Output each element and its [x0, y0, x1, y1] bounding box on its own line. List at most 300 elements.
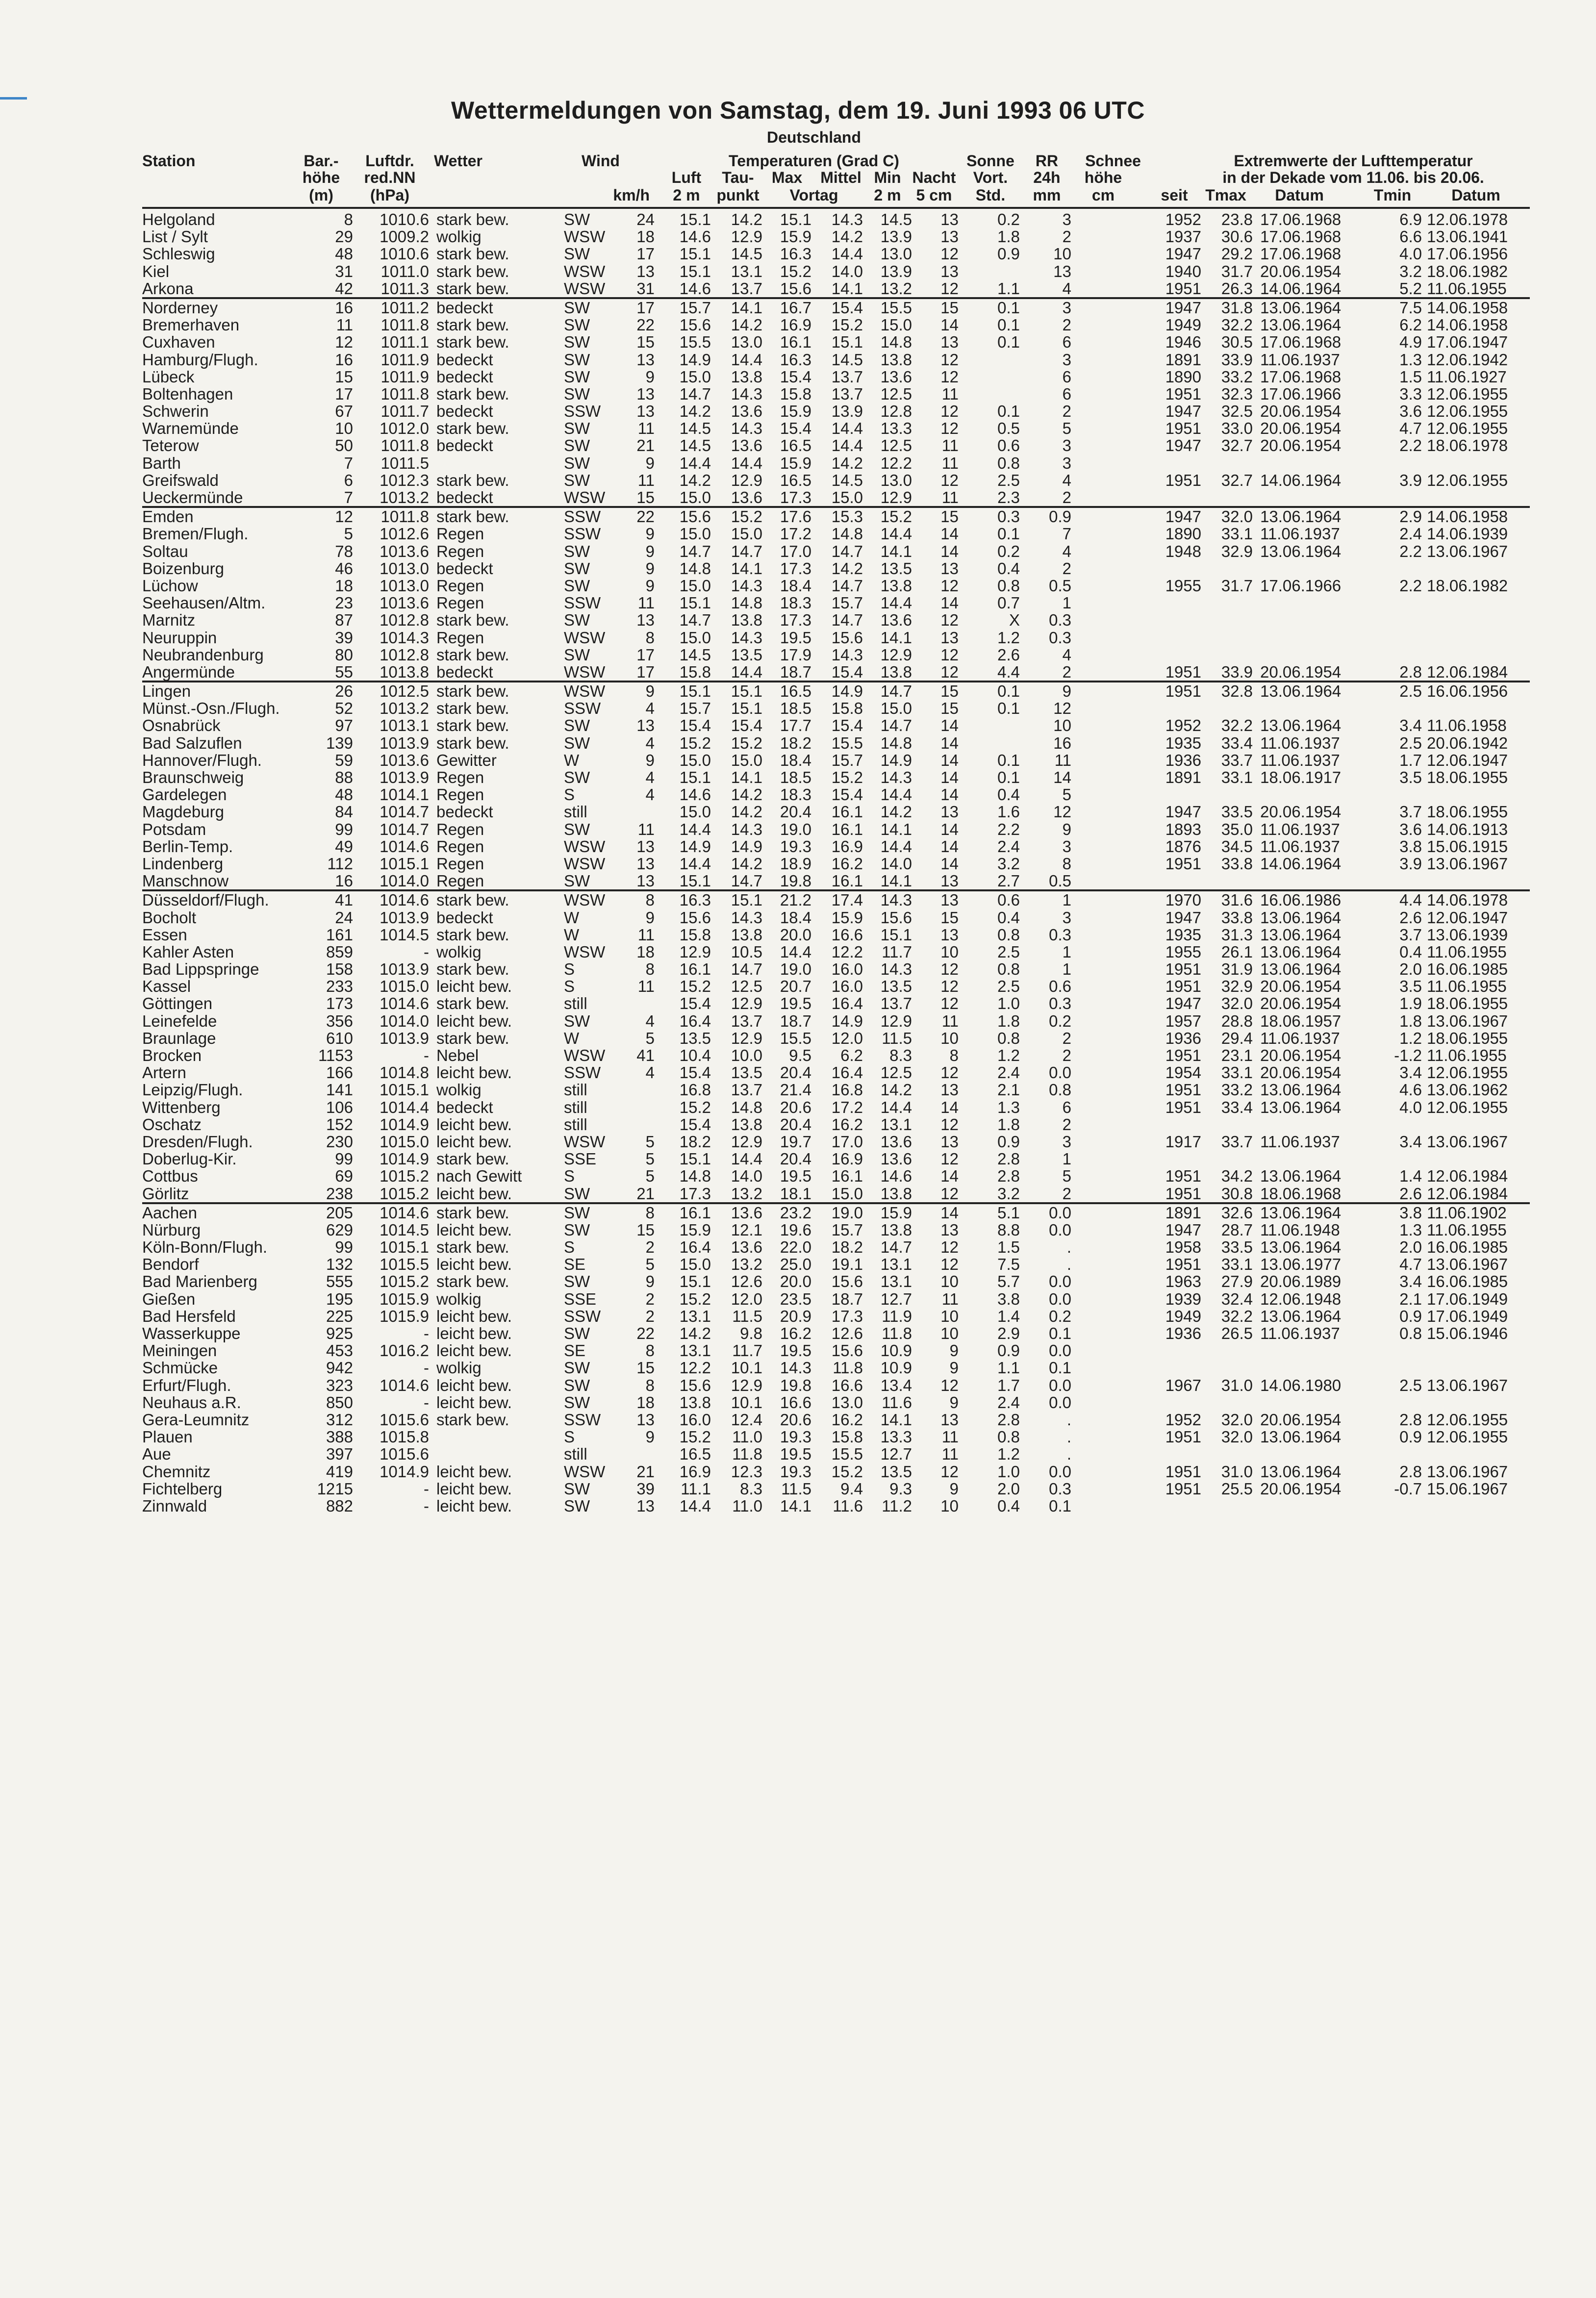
cell-rr-24h: 0.0: [1049, 1203, 1071, 1222]
cell-mittel-vortag: 14.9: [831, 682, 863, 701]
cell-wind-richtung: SW: [564, 1220, 590, 1239]
cell-mittel-vortag: 16.4: [831, 994, 863, 1013]
cell-nacht-5cm: 10: [940, 942, 959, 961]
cell-luft: 14.6: [679, 279, 711, 298]
cell-rr-24h: 11: [1054, 751, 1071, 769]
table-row: [142, 663, 1530, 681]
cell-tmax-datum: 20.06.1954: [1260, 994, 1342, 1013]
cell-luftdruck: 1013.0: [380, 559, 429, 578]
header-5cm: 5 cm: [916, 186, 952, 204]
cell-taupunkt: 12.6: [731, 1272, 762, 1291]
cell-wetter: leicht bew.: [436, 1393, 512, 1412]
cell-luftdruck: 1014.6: [380, 837, 429, 856]
cell-wind-kmh: 8: [645, 960, 655, 979]
cell-tmax-datum: 13.06.1977: [1260, 1255, 1342, 1274]
cell-tmin: 2.4: [1399, 525, 1422, 543]
cell-min-2m: 11.5: [882, 1029, 912, 1047]
table-row: [142, 734, 1530, 752]
cell-tmax: 33.4: [1221, 733, 1253, 752]
cell-min-2m: 13.8: [880, 1184, 912, 1203]
cell-wind-richtung: SW: [564, 333, 590, 352]
cell-luft: 14.7: [679, 384, 711, 403]
cell-luft: 14.2: [679, 471, 711, 489]
cell-mittel-vortag: 17.3: [831, 1307, 863, 1325]
cell-luftdruck: 1013.9: [380, 733, 429, 752]
cell-luftdruck: 1013.1: [380, 716, 429, 735]
cell-station: Hamburg/Flugh.: [142, 350, 258, 369]
cell-max-vortag: 20.4: [780, 1150, 811, 1168]
cell-wind-richtung: SW: [564, 454, 590, 472]
cell-luftdruck: -: [424, 1496, 429, 1515]
cell-tmax: 33.1: [1221, 1063, 1253, 1082]
cell-tmin-datum: 11.06.1958: [1427, 716, 1507, 735]
cell-luft: 16.0: [679, 1410, 711, 1429]
cell-tmax: 26.3: [1221, 279, 1253, 298]
cell-tmax: 32.0: [1221, 507, 1253, 526]
cell-max-vortag: 15.8: [780, 384, 811, 403]
cell-rr-24h: 0.0: [1049, 1272, 1071, 1291]
cell-mittel-vortag: 15.4: [831, 785, 863, 804]
cell-wetter: bedeckt: [436, 298, 493, 317]
cell-wetter: bedeckt: [436, 402, 493, 421]
cell-tmin: 2.5: [1399, 733, 1422, 752]
cell-tmax: 29.2: [1221, 245, 1253, 263]
cell-taupunkt: 14.2: [731, 316, 762, 334]
cell-station: Boltenhagen: [142, 384, 233, 403]
cell-tmin: 3.4: [1399, 716, 1422, 735]
cell-mittel-vortag: 18.2: [831, 1238, 863, 1257]
cell-max-vortag: 17.6: [780, 507, 811, 526]
cell-max-vortag: 15.1: [780, 210, 811, 228]
cell-luft: 16.1: [679, 1203, 711, 1222]
cell-station: Lindenberg: [142, 854, 224, 873]
cell-extrem-seit: 1951: [1165, 1046, 1201, 1064]
cell-station: Bad Lippspringe: [142, 960, 259, 979]
cell-tmax: 32.0: [1221, 1428, 1253, 1446]
cell-wetter: leicht bew.: [436, 977, 512, 996]
cell-mittel-vortag: 13.7: [831, 384, 863, 403]
cell-luft: 14.8: [679, 1167, 711, 1186]
cell-mittel-vortag: 15.6: [831, 628, 863, 647]
cell-wetter: Regen: [436, 628, 484, 647]
cell-taupunkt: 13.2: [731, 1255, 762, 1274]
cell-mittel-vortag: 15.1: [831, 333, 863, 352]
cell-tmin: 2.9: [1399, 507, 1422, 526]
header-tmax: Tmax: [1205, 186, 1246, 204]
cell-tmin-datum: 11.06.1955: [1427, 1220, 1507, 1239]
cell-extrem-seit: 1958: [1165, 1238, 1201, 1257]
cell-extrem-seit: 1946: [1165, 333, 1201, 352]
cell-wind-richtung: SSW: [564, 1307, 601, 1325]
cell-wind-richtung: still: [564, 1081, 587, 1099]
cell-mittel-vortag: 12.6: [831, 1324, 863, 1342]
cell-luft: 15.2: [679, 733, 711, 752]
cell-wind-richtung: SW: [564, 559, 590, 578]
cell-mittel-vortag: 16.0: [831, 960, 863, 979]
cell-wind-kmh: 13: [636, 872, 655, 890]
cell-wetter: stark bew.: [436, 682, 509, 701]
cell-max-vortag: 15.4: [780, 367, 811, 386]
cell-luftdruck: 1013.9: [380, 908, 429, 927]
cell-hoehe: 12: [335, 507, 353, 526]
cell-luft: 10.4: [679, 1046, 711, 1064]
cell-rr-24h: .: [1066, 1410, 1071, 1429]
cell-luftdruck: 1014.7: [380, 803, 429, 821]
header-luft: Luft: [671, 169, 702, 186]
cell-nacht-5cm: 13: [940, 262, 959, 280]
cell-min-2m: 14.4: [880, 785, 912, 804]
cell-luft: 16.8: [679, 1081, 711, 1099]
cell-wind-kmh: 11: [637, 471, 655, 489]
cell-hoehe: 15: [335, 367, 353, 386]
cell-taupunkt: 14.2: [731, 803, 762, 821]
cell-tmax: 31.0: [1221, 1462, 1253, 1481]
cell-nacht-5cm: 13: [940, 803, 959, 821]
cell-sonne: 0.9: [997, 1132, 1020, 1151]
cell-max-vortag: 16.9: [780, 316, 811, 334]
cell-tmax-datum: 20.06.1954: [1260, 436, 1342, 455]
cell-tmax-datum: 13.06.1964: [1260, 1203, 1342, 1222]
table-row: [142, 316, 1530, 333]
cell-tmax-datum: 17.06.1968: [1260, 333, 1342, 352]
header-vort: Vort.: [973, 169, 1008, 186]
table-row: [142, 420, 1530, 437]
cell-sonne: 0.2: [997, 542, 1020, 560]
cell-tmax: 33.1: [1221, 525, 1253, 543]
cell-sonne: 1.8: [997, 227, 1020, 246]
cell-sonne: 2.2: [997, 820, 1020, 838]
cell-nacht-5cm: 12: [940, 1238, 959, 1257]
cell-nacht-5cm: 13: [940, 891, 959, 909]
cell-extrem-seit: 1954: [1165, 1063, 1201, 1082]
cell-mittel-vortag: 16.4: [831, 1063, 863, 1082]
cell-taupunkt: 13.6: [731, 1203, 762, 1222]
cell-hoehe: 16: [335, 298, 353, 317]
cell-wind-richtung: SSW: [564, 1063, 601, 1082]
cell-tmax-datum: 20.06.1954: [1260, 1479, 1342, 1498]
table-row: [142, 385, 1530, 403]
cell-tmax: 23.8: [1221, 210, 1253, 228]
cell-max-vortag: 14.4: [780, 942, 811, 961]
cell-tmax-datum: 20.06.1954: [1260, 402, 1342, 421]
cell-tmin: 1.5: [1399, 367, 1422, 386]
cell-extrem-seit: 1935: [1165, 925, 1201, 944]
cell-nacht-5cm: 11: [941, 1428, 959, 1446]
cell-hoehe: 859: [326, 942, 353, 961]
cell-max-vortag: 19.3: [780, 837, 811, 856]
cell-nacht-5cm: 9: [949, 1341, 959, 1360]
cell-rr-24h: 16: [1053, 733, 1071, 752]
cell-nacht-5cm: 14: [940, 1098, 959, 1116]
cell-wind-richtung: still: [564, 994, 587, 1013]
cell-nacht-5cm: 11: [941, 488, 959, 506]
cell-tmin-datum: 20.06.1942: [1427, 733, 1508, 752]
cell-max-vortag: 15.9: [780, 454, 811, 472]
cell-luft: 15.9: [679, 1220, 711, 1239]
cell-sonne: 1.0: [997, 994, 1020, 1013]
cell-min-2m: 14.4: [880, 525, 912, 543]
cell-tmax: 32.8: [1221, 682, 1253, 701]
cell-luftdruck: 1012.0: [380, 419, 429, 438]
cell-extrem-seit: 1952: [1165, 716, 1201, 735]
cell-wind-richtung: WSW: [564, 1046, 606, 1064]
cell-tmin-datum: 17.06.1949: [1427, 1307, 1508, 1325]
header-m: (m): [309, 186, 333, 204]
table-row: [142, 700, 1530, 717]
header-cm: cm: [1091, 186, 1115, 204]
cell-max-vortag: 9.5: [789, 1046, 811, 1064]
cell-wetter: stark bew.: [436, 611, 509, 630]
cell-taupunkt: 13.1: [731, 262, 762, 280]
cell-nacht-5cm: 15: [940, 507, 959, 526]
cell-hoehe: 59: [335, 751, 353, 769]
cell-wetter: bedeckt: [436, 803, 493, 821]
cell-wind-kmh: 11: [637, 977, 655, 996]
cell-tmax-datum: 14.06.1964: [1260, 471, 1342, 489]
header-datum: Datum: [1275, 186, 1324, 204]
cell-hoehe: 41: [335, 891, 353, 909]
cell-nacht-5cm: 9: [949, 1359, 959, 1377]
cell-wetter: Regen: [436, 525, 484, 543]
cell-tmin: 6.6: [1399, 227, 1422, 246]
cell-wetter: leicht bew.: [436, 1115, 512, 1134]
cell-sonne: 0.8: [997, 576, 1020, 595]
cell-rr-24h: 2: [1062, 1115, 1071, 1134]
table-row: [142, 1133, 1530, 1150]
cell-taupunkt: 13.6: [731, 402, 762, 421]
cell-tmin-datum: 18.06.1955: [1427, 1029, 1508, 1047]
cell-tmax-datum: 11.06.1937: [1260, 350, 1340, 369]
cell-station: Aachen: [142, 1203, 197, 1222]
cell-extrem-seit: 1949: [1165, 316, 1201, 334]
cell-station: Helgoland: [142, 210, 215, 228]
cell-tmax: 26.5: [1221, 1324, 1253, 1342]
cell-hoehe: 195: [326, 1289, 353, 1308]
cell-wind-richtung: WSW: [564, 891, 606, 909]
cell-luftdruck: 1011.0: [380, 262, 429, 280]
cell-wetter: stark bew.: [436, 471, 509, 489]
cell-rr-24h: 3: [1062, 908, 1071, 927]
cell-tmin: 0.4: [1399, 942, 1422, 961]
cell-min-2m: 13.5: [880, 977, 912, 996]
cell-rr-24h: 0.2: [1049, 1307, 1071, 1325]
cell-luft: 14.7: [679, 542, 711, 560]
cell-max-vortag: 17.9: [780, 645, 811, 664]
cell-tmin-datum: 14.06.1978: [1427, 891, 1508, 909]
cell-nacht-5cm: 12: [940, 1462, 959, 1481]
cell-station: Berlin-Temp.: [142, 837, 233, 856]
cell-sonne: 5.1: [997, 1203, 1020, 1222]
cell-luftdruck: 1014.1: [380, 785, 429, 804]
cell-nacht-5cm: 14: [940, 733, 959, 752]
cell-tmin: 4.7: [1399, 419, 1422, 438]
cell-extrem-seit: 1949: [1165, 1307, 1201, 1325]
cell-luft: 14.2: [679, 1324, 711, 1342]
cell-tmin-datum: 17.06.1949: [1427, 1289, 1508, 1308]
cell-min-2m: 14.6: [880, 1167, 912, 1186]
cell-wind-kmh: 9: [645, 525, 655, 543]
cell-wind-kmh: 11: [637, 820, 655, 838]
cell-hoehe: 356: [326, 1011, 353, 1030]
cell-rr-24h: 0.3: [1049, 1479, 1071, 1498]
cell-luftdruck: 1011.5: [380, 454, 429, 472]
table-row: [142, 299, 1530, 316]
cell-wetter: Regen: [436, 594, 484, 612]
cell-mittel-vortag: 14.5: [831, 471, 863, 489]
cell-taupunkt: 13.6: [731, 436, 762, 455]
cell-tmin: 5.2: [1399, 279, 1422, 298]
cell-tmax: 33.1: [1221, 1255, 1253, 1274]
cell-nacht-5cm: 14: [940, 716, 959, 735]
cell-taupunkt: 12.5: [731, 977, 762, 996]
cell-extrem-seit: 1951: [1165, 1479, 1201, 1498]
cell-wind-richtung: S: [564, 977, 575, 996]
cell-extrem-seit: 1951: [1165, 1098, 1201, 1116]
cell-wind-richtung: SW: [564, 1359, 590, 1377]
cell-taupunkt: 12.0: [731, 1289, 762, 1308]
cell-min-2m: 13.7: [880, 994, 912, 1013]
cell-luftdruck: 1014.5: [380, 1220, 429, 1239]
cell-min-2m: 14.1: [880, 628, 912, 647]
cell-rr-24h: 0.9: [1049, 507, 1071, 526]
station-group: [142, 1202, 1530, 1515]
cell-tmin-datum: 12.06.1955: [1427, 402, 1508, 421]
cell-extrem-seit: 1951: [1165, 1081, 1201, 1099]
cell-wind-kmh: 5: [645, 1132, 655, 1151]
table-row: [142, 1428, 1530, 1445]
cell-sonne: 0.9: [997, 245, 1020, 263]
cell-station: Seehausen/Altm.: [142, 594, 266, 612]
cell-tmax-datum: 13.06.1964: [1260, 1238, 1342, 1257]
cell-tmax-datum: 13.06.1964: [1260, 716, 1342, 735]
cell-extrem-seit: 1947: [1165, 436, 1201, 455]
cell-mittel-vortag: 14.4: [831, 419, 863, 438]
cell-hoehe: 18: [335, 576, 353, 595]
cell-tmin: 3.8: [1399, 1203, 1422, 1222]
table-row: [142, 1167, 1530, 1185]
cell-tmax: 30.6: [1221, 227, 1253, 246]
cell-luft: 16.3: [679, 891, 711, 909]
cell-luftdruck: 1011.9: [380, 367, 429, 386]
cell-wind-kmh: 15: [636, 1220, 655, 1239]
cell-taupunkt: 14.1: [731, 768, 762, 786]
cell-tmax: 33.9: [1221, 350, 1253, 369]
cell-hoehe: 26: [335, 682, 353, 701]
cell-luft: 15.5: [679, 333, 711, 352]
table-row: [142, 1290, 1530, 1308]
cell-tmax-datum: 20.06.1954: [1260, 662, 1342, 681]
cell-luftdruck: 1015.1: [380, 854, 429, 873]
header-red: red.NN: [364, 169, 416, 186]
cell-luft: 13.8: [679, 1393, 711, 1412]
station-group: [142, 681, 1530, 889]
cell-hoehe: 6: [344, 471, 353, 489]
cell-mittel-vortag: 19.0: [831, 1203, 863, 1222]
cell-sonne: 1.6: [997, 803, 1020, 821]
cell-tmin: 0.8: [1399, 1324, 1422, 1342]
cell-min-2m: 14.7: [880, 682, 912, 701]
cell-wetter: Regen: [436, 820, 484, 838]
cell-luft: 15.1: [679, 1150, 711, 1168]
cell-max-vortag: 20.0: [780, 1272, 811, 1291]
cell-tmax-datum: 13.06.1964: [1260, 908, 1342, 927]
table-row: [142, 629, 1530, 646]
cell-tmax: 33.5: [1221, 803, 1253, 821]
cell-luft: 15.1: [679, 245, 711, 263]
cell-extrem-seit: 1963: [1165, 1272, 1201, 1291]
cell-tmin: -0.7: [1394, 1479, 1422, 1498]
cell-taupunkt: 14.7: [731, 542, 762, 560]
cell-tmax-datum: 12.06.1948: [1260, 1289, 1342, 1308]
cell-wetter: leicht bew.: [436, 1255, 512, 1274]
table-row: [142, 1463, 1530, 1480]
cell-station: Gardelegen: [142, 785, 227, 804]
table-row: [142, 455, 1530, 472]
cell-wind-kmh: 4: [645, 733, 655, 752]
cell-nacht-5cm: 12: [940, 1376, 959, 1394]
header-rule: [142, 207, 1530, 209]
cell-max-vortag: 18.1: [780, 1184, 811, 1203]
cell-wind-richtung: WSW: [564, 628, 606, 647]
cell-wetter: leicht bew.: [436, 1011, 512, 1030]
cell-tmin: -1.2: [1394, 1046, 1422, 1064]
cell-tmin-datum: 13.06.1967: [1427, 542, 1508, 560]
cell-taupunkt: 15.2: [731, 733, 762, 752]
cell-nacht-5cm: 14: [940, 837, 959, 856]
cell-extrem-seit: 1951: [1165, 384, 1201, 403]
cell-taupunkt: 12.9: [731, 227, 762, 246]
cell-max-vortag: 19.5: [780, 1341, 811, 1360]
cell-rr-24h: 2: [1062, 402, 1071, 421]
cell-extrem-seit: 1890: [1165, 525, 1201, 543]
cell-tmin: 4.7: [1399, 1255, 1422, 1274]
cell-hoehe: 11: [336, 316, 353, 334]
cell-wetter: Regen: [436, 576, 484, 595]
cell-nacht-5cm: 12: [940, 576, 959, 595]
page-title: Wettermeldungen von Samstag, dem 19. Juni 1993 06 UTC: [451, 97, 1145, 124]
cell-sonne: 2.3: [997, 488, 1020, 506]
cell-wind-kmh: 31: [636, 279, 655, 298]
cell-luft: 14.6: [679, 227, 711, 246]
cell-wind-richtung: W: [564, 925, 580, 944]
table-row: [142, 543, 1530, 560]
cell-wind-kmh: 18: [636, 227, 655, 246]
cell-min-2m: 13.8: [880, 576, 912, 595]
cell-rr-24h: 13: [1053, 262, 1071, 280]
cell-tmax: 33.8: [1221, 908, 1253, 927]
cell-sonne: 0.4: [997, 559, 1020, 578]
cell-tmin-datum: 12.06.1984: [1427, 1184, 1508, 1203]
cell-station: Artern: [142, 1063, 186, 1082]
cell-taupunkt: 10.5: [731, 942, 762, 961]
cell-wind-richtung: WSW: [564, 854, 606, 873]
cell-taupunkt: 14.3: [731, 820, 762, 838]
cell-tmax: 28.8: [1221, 1011, 1253, 1030]
cell-max-vortag: 16.3: [780, 350, 811, 369]
cell-station: Oschatz: [142, 1115, 202, 1134]
cell-tmax-datum: 17.06.1966: [1260, 384, 1342, 403]
cell-extrem-seit: 1951: [1165, 1184, 1201, 1203]
cell-hoehe: 173: [326, 994, 353, 1013]
cell-tmin-datum: 16.06.1956: [1427, 682, 1508, 701]
cell-wetter: stark bew.: [436, 419, 509, 438]
cell-rr-24h: 5: [1062, 1167, 1071, 1186]
cell-hoehe: 99: [335, 820, 353, 838]
cell-max-vortag: 19.5: [780, 994, 811, 1013]
cell-sonne: 1.3: [997, 1098, 1020, 1116]
cell-tmax-datum: 13.06.1964: [1260, 1462, 1342, 1481]
cell-tmax: 32.9: [1221, 542, 1253, 560]
